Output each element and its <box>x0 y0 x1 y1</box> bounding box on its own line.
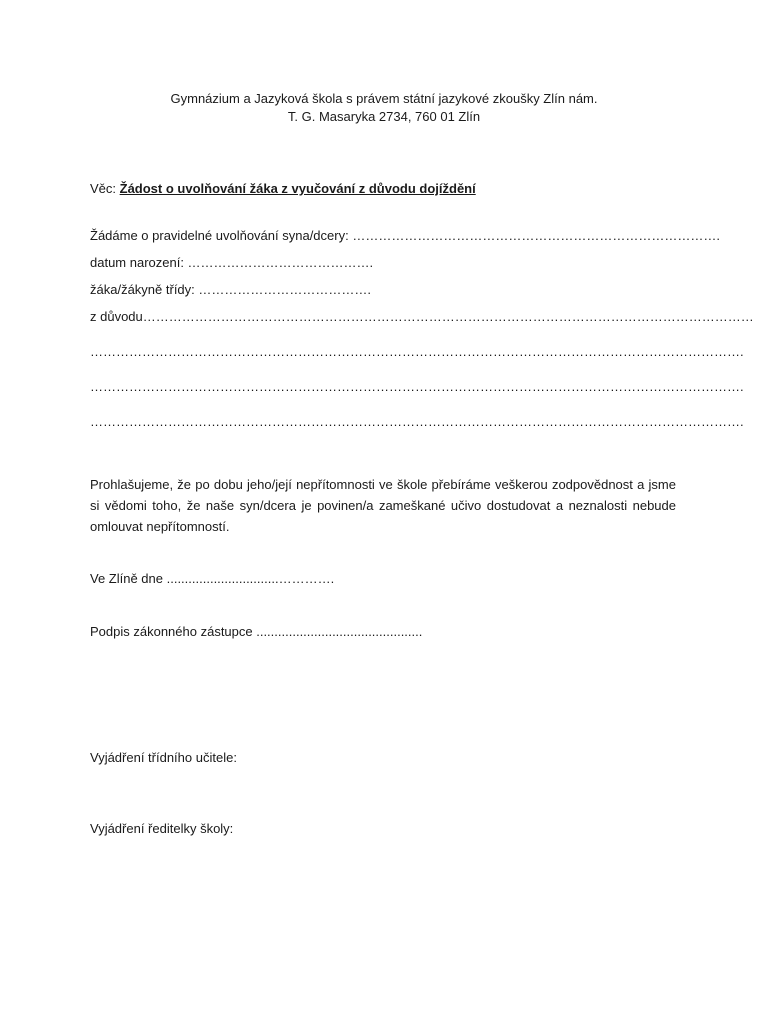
place-date-field: Ve Zlíně dne ...............................…………. <box>90 571 335 586</box>
birth-date-field: datum narození: ……………………………………. <box>90 255 374 270</box>
teacher-statement-label: Vyjádření třídního učitele: <box>90 750 237 765</box>
declaration-paragraph: Prohlašujeme, že po dobu jeho/její nepřítomnosti ve škole přebíráme veškerou zodpovědnost a jsme si vědomi toho, že naše syn/dcera je povinen/a zameškané učivo dostudovat a neznalosti nebude omlouvat nepřítomností. <box>90 477 676 534</box>
school-address: T. G. Masaryka 2734, 760 01 Zlín <box>287 109 481 124</box>
subject-label: Věc: <box>90 181 120 196</box>
request-field: Žádáme o pravidelné uvolňování syna/dcery: …………………………………………………………………………. <box>90 228 720 243</box>
reason-blank-line-3: ……………………………………………………………………………………………………………………………………. <box>90 414 744 429</box>
signature-field: Podpis zákonného zástupce .............................................. <box>90 624 423 639</box>
school-header <box>90 90 678 126</box>
subject-title: Žádost o uvolňování žáka z vyučování z důvodu dojíždění <box>119 181 476 196</box>
reason-field: z důvodu…………………………………………………………………………………………………………………………… <box>90 309 754 324</box>
director-statement-label: Vyjádření ředitelky školy: <box>90 821 234 836</box>
school-name: Gymnázium a Jazyková škola s právem státní jazykové zkoušky Zlín nám. <box>170 91 598 106</box>
reason-blank-line-1: ……………………………………………………………………………………………………………………………………. <box>90 344 744 359</box>
subject-line <box>90 180 476 198</box>
class-field: žáka/žákyně třídy: …………………………………. <box>90 282 371 297</box>
reason-blank-line-2: ……………………………………………………………………………………………………………………………………. <box>90 379 744 394</box>
